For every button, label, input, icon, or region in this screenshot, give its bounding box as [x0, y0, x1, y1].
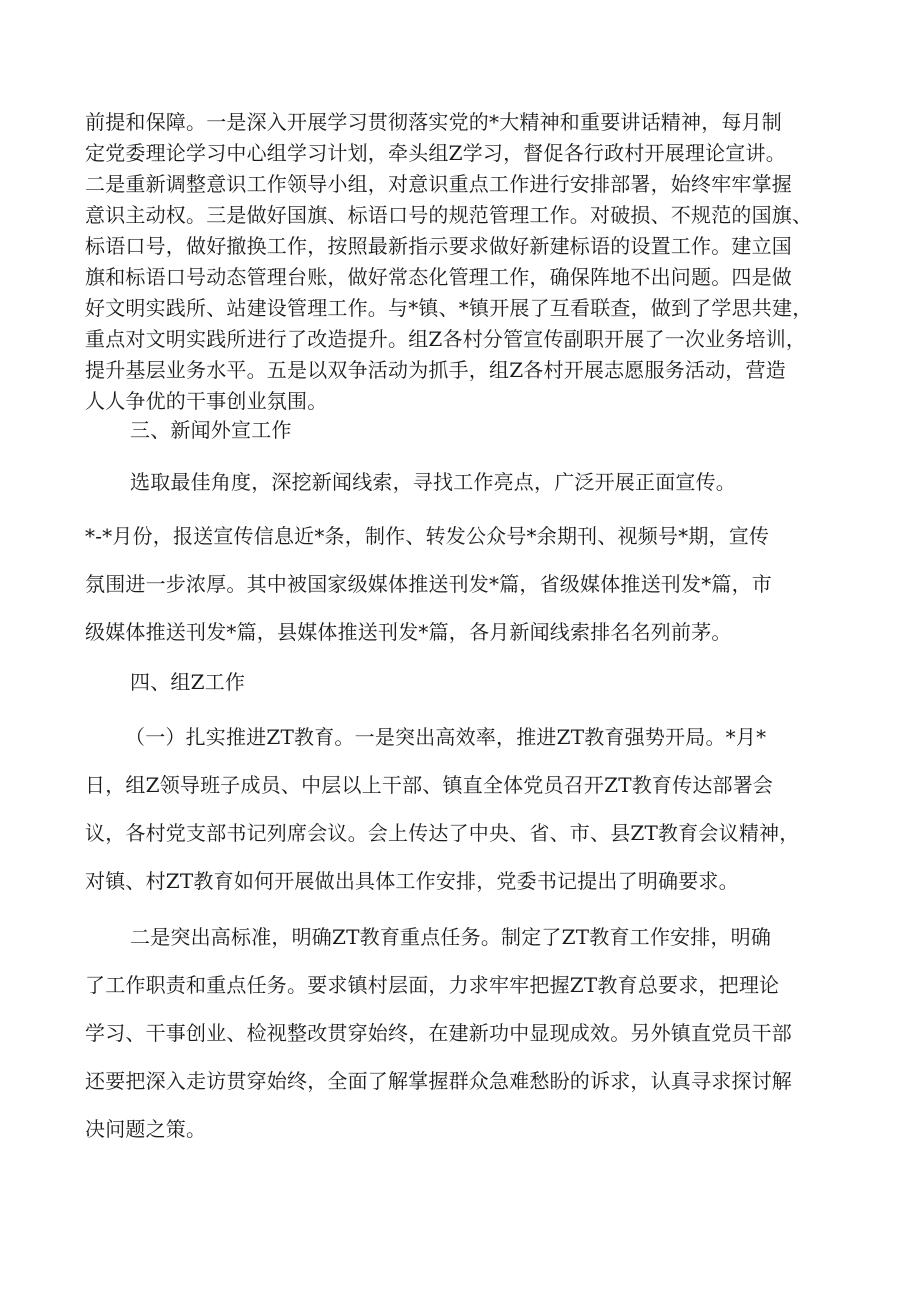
paragraph-line: 定党委理论学习中心组学习计划，牵头组Z学习，督促各行政村开展理论宣讲。	[85, 141, 786, 165]
section-3-paragraph	[85, 512, 855, 656]
paragraph-line: 人人争优的干事创业氛围。	[85, 389, 328, 413]
paragraph-line: 标语口号，做好撤换工作，按照最新指示要求做好新建标语的设置工作。建立国	[85, 234, 792, 258]
paragraph-line: 前提和保障。一是深入开展学习贯彻落实党的*大精神和重要讲话精神，每月制	[85, 110, 782, 134]
section-3-lead: 选取最佳角度，深挖新闻线索，寻找工作亮点，广泛开展正面宣传。	[130, 470, 736, 494]
paragraph-line: 提升基层业务水平。五是以双争活动为抓手，组Z各村开展志愿服务活动，营造	[85, 358, 786, 382]
section-3-heading: 三、新闻外宣工作	[130, 418, 292, 442]
paragraph-line: 级媒体推送刊发*篇，县媒体推送刊发*篇，各月新闻线索排名名列前茅。	[85, 620, 732, 644]
paragraph-line: 学习、干事创业、检视整改贯穿始终，在建新功中显现成效。另外镇直党员干部	[85, 1021, 792, 1045]
paragraph-line: 对镇、村ZT教育如何开展做出具体工作安排，党委书记提出了明确要求。	[85, 869, 739, 893]
section-2-paragraph	[85, 107, 855, 417]
section-4-paragraph-1	[85, 713, 855, 905]
paragraph-line: 重点对文明实践所进行了改造提升。组Z各村分管宣传副职开展了一次业务培训，	[85, 327, 807, 351]
paragraph-line: 意识主动权。三是做好国旗、标语口号的规范管理工作。对破损、不规范的国旗、	[85, 203, 813, 227]
paragraph-line: 好文明实践所、站建设管理工作。与*镇、*镇开展了互看联查，做到了学思共建，	[85, 296, 813, 320]
paragraph-line: *-*月份，报送宣传信息近*条，制作、转发公众号*余期刊、视频号*期，宣传	[85, 524, 770, 548]
paragraph-line: （一）扎实推进ZT教育。一是突出高效率，推进ZT教育强势开局。*月*	[125, 725, 767, 749]
paragraph-line: 了工作职责和重点任务。要求镇村层面，力求牢牢把握ZT教育总要求，把理论	[85, 973, 780, 997]
paragraph-line: 还要把深入走访贯穿始终，全面了解掌握群众急难愁盼的诉求，认真寻求探讨解	[85, 1069, 792, 1093]
section-4-paragraph-2	[85, 913, 855, 1153]
paragraph-line: 二是重新调整意识工作领导小组，对意识重点工作进行安排部署，始终牢牢掌握	[85, 172, 792, 196]
paragraph-line: 议，各村党支部书记列席会议。会上传达了中央、省、市、县ZT教育会议精神，	[85, 821, 800, 845]
paragraph-line: 二是突出高标准，明确ZT教育重点任务。制定了ZT教育工作安排，明确	[130, 925, 772, 949]
paragraph-line: 旗和标语口号动态管理台账，做好常态化管理工作，确保阵地不出问题。四是做	[85, 265, 792, 289]
paragraph-line: 决问题之策。	[85, 1117, 207, 1141]
paragraph-line: 日，组Z领导班子成员、中层以上干部、镇直全体党员召开ZT教育传达部署会	[85, 773, 774, 797]
section-4-heading: 四、组Z工作	[130, 670, 246, 694]
paragraph-line: 氛围进一步浓厚。其中被国家级媒体推送刊发*篇，省级媒体推送刊发*篇，市	[85, 572, 772, 596]
